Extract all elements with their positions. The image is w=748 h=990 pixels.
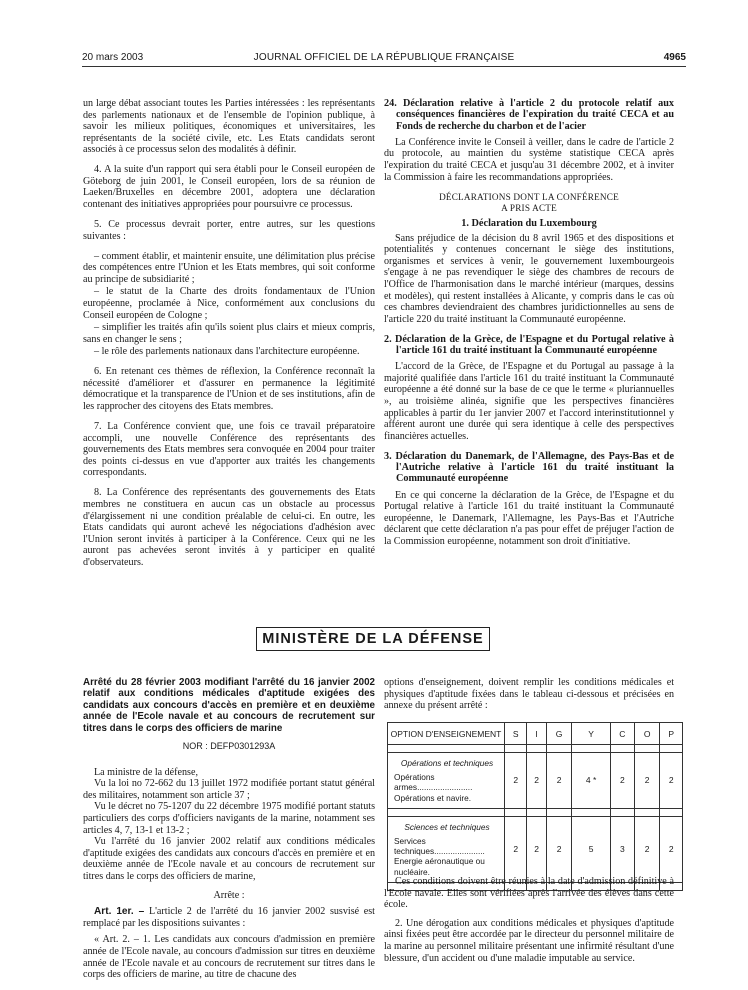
arrete-title: Arrêté du 28 février 2003 modifiant l'arrêté du 16 janvier 2002 relatif aux conditions médicales d'aptitude exigées des candidats aux concours d'accès en première et en deuxième année de l'Ecole navale et au concours de recrutement sur titres dans le corps des officiers de marine bbox=[83, 677, 375, 734]
paragraph: 8. La Conférence des représentants des gouvernements des Etats membres ne constituera en aucun cas un obstacle au processus d'élargissement ni une condition préalable de celui-ci. En outre, les Etats candidats qui auront achevé les négociations d'adhésion avec l'Union seront invités à participer à la Conférence. Ceux qui ne les auront pas achevées seront invités à y participer en qualité d'observateurs. bbox=[83, 487, 375, 568]
nor-reference: NOR : DEFP0301293A bbox=[182, 741, 276, 752]
paragraph: 2. Une dérogation aux conditions médicales et physiques d'aptitude ainsi fixées peut être accordée par le directeur du personnel militaire de la marine au personnel militaire présentant une infirmité résultant d'une blessure, d'un accident ou d'une maladie imputable au service. bbox=[384, 917, 674, 964]
article-label: Art. 1er. – bbox=[94, 906, 145, 918]
declaration-title: 2. Déclaration de la Grèce, de l'Espagne et du Portugal relative à l'article 161 du traité instituant la Communauté européenne bbox=[384, 333, 674, 357]
table-cell: 2 bbox=[634, 753, 660, 809]
column-header: Y bbox=[572, 723, 610, 745]
table-cell: 4 * bbox=[572, 753, 610, 809]
table-cell: 2 bbox=[546, 753, 572, 809]
left-column bbox=[83, 98, 375, 577]
option-group-title: Sciences et techniques bbox=[404, 821, 490, 832]
declaration-title: 3. Déclaration du Danemark, de l'Allemagne, des Pays-Bas et de l'Autriche relative à l'article 161 du traité instituant la Communauté européenne bbox=[384, 450, 674, 485]
table-row bbox=[388, 816, 683, 882]
paragraph: 5. Ce processus devrait porter, entre autres, sur les questions suivantes : bbox=[83, 219, 375, 242]
table-cell: 2 bbox=[505, 753, 527, 809]
paragraph: La Conférence invite le Conseil à veiller, dans le cadre de l'article 2 du protocole, au maintien du système statistique CECA après l'expiration du traité CECA et jusqu'au 31 décembre 2002, et à inviter la Commission à faire les recommandations appropriées. bbox=[384, 136, 674, 183]
list-item: – le statut de la Charte des droits fondamentaux de l'Union européenne, proclamée à Nice, conformément aux conclusions du Conseil européen de Cologne ; bbox=[83, 286, 375, 321]
right-column bbox=[384, 98, 674, 556]
arrete-right-column bbox=[384, 677, 674, 712]
table-cell: 2 bbox=[527, 816, 546, 882]
option-line: Services techniques...................... bbox=[394, 836, 485, 857]
list-item: – simplifier les traités afin qu'ils soient plus clairs et mieux compris, sans en changer le sens ; bbox=[83, 322, 375, 345]
table-row bbox=[388, 753, 683, 809]
column-header: G bbox=[546, 723, 572, 745]
option-cell bbox=[388, 753, 505, 809]
column-header: O bbox=[634, 723, 660, 745]
section-heading bbox=[384, 192, 674, 215]
option-line-text: Opérations armes bbox=[394, 772, 435, 793]
paragraph: options d'enseignement, doivent remplir les conditions médicales et physiques d'aptitude fixées dans le tableau ci-dessous et précisées en annexe du présent arrêté : bbox=[384, 677, 674, 712]
arrete-heading: Arrête : bbox=[213, 889, 245, 901]
list-item: – le rôle des parlements nationaux dans l'architecture européenne. bbox=[94, 346, 360, 358]
paragraph: Vu la loi no 72-662 du 13 juillet 1972 modifiée portant statut général des militaires, notamment son article 37 ; bbox=[83, 778, 375, 801]
paragraph: En ce qui concerne la déclaration de la Grèce, de l'Espagne et du Portugal relative à l'article 161 du traité instituant la Communauté européenne, le Danemark, l'Allemagne, les Pays-Bas et l'Autriche déclarent que cette déclaration n'a pas pour effet de préjuger l'action de la Commission européenne, notamment son droit d'initiative. bbox=[384, 489, 674, 547]
article-1 bbox=[83, 906, 375, 929]
paragraph: « Art. 2. – 1. Les candidats aux concours d'admission en première année de l'Ecole navale, au concours d'admission sur titres en deuxième année de l'Ecole navale et au concours de recrutement sur titres dans le corps des officiers de marine, au titre de chacune des bbox=[83, 934, 375, 981]
arrete-right-column-continued bbox=[384, 876, 674, 971]
list-item: – comment établir, et maintenir ensuite, une délimitation plus précise des compétences entre l'Union et les Etats membres, qui soit conforme au principe de subsidiarité ; bbox=[83, 250, 375, 285]
header-divider bbox=[82, 66, 686, 67]
table-cell: 5 bbox=[572, 816, 610, 882]
table-header-row bbox=[388, 723, 683, 745]
option-line: Opérations et navire. bbox=[394, 792, 472, 803]
option-cell bbox=[388, 816, 505, 882]
option-line-text: Services techniques bbox=[394, 836, 435, 857]
table-cell: 2 bbox=[610, 753, 634, 809]
paragraph: 7. La Conférence convient que, une fois ce travail préparatoire accompli, une nouvelle Conférence des représentants des gouvernements des Etats membres sera convoquée en 2004 pour traiter des points ci-dessus en vue d'apporter aux traités les changements correspondants. bbox=[83, 421, 375, 479]
paragraph: L'accord de la Grèce, de l'Espagne et du Portugal au passage à la majorité qualifiée dans l'article 161 du traité instituant la Communauté européenne a été donné sur la base de ce que le terme « pluriannuelles », au troisième alinéa, signifie que les perspectives financières applicables à partir du 1er janvier 2007 et l'accord interinstitutionnel y afférent auront une durée qui sera identique à celle des perspectives financières actuelles. bbox=[384, 361, 674, 442]
table-spacer bbox=[388, 745, 683, 753]
paragraph: 6. En retenant ces thèmes de réflexion, la Conférence reconnaît la nécessité d'améliorer et d'assurer en permanence la légitimité démocratique et la transparence de l'Union et de ses institutions, afin de les rapprocher des citoyens des Etats membres. bbox=[83, 366, 375, 412]
arrete-left-column bbox=[83, 677, 375, 981]
section-heading-line: A PRIS ACTE bbox=[501, 202, 557, 213]
paragraph: Vu le décret no 75-1207 du 22 décembre 1975 modifié portant statuts particuliers des corps d'officiers navigants de la marine, notamment ses articles 4, 7, 13-1 et 13-2 ; bbox=[83, 801, 375, 836]
table-cell: 2 bbox=[634, 816, 660, 882]
table-cell: 2 bbox=[660, 816, 683, 882]
table-cell: 2 bbox=[660, 753, 683, 809]
table-cell: 2 bbox=[505, 816, 527, 882]
option-line: Energie aéronautique ou nucléaire. bbox=[394, 856, 485, 877]
aptitude-table bbox=[387, 722, 683, 891]
paragraph: Sans préjudice de la décision du 8 avril 1965 et des dispositions et potentialités y contenues concernant le siège des institutions, organismes et services à venir, le gouvernement luxembourgeois s'engage à ne pas revendiquer le siège des chambres de recours de l'Office de l'harmonisation dans le marché intérieur (marques, dessins et modèles), qui restent installées à Alicante, y compris dans le cas où ces chambres deviendraient des chambres juridictionnelles au sens de l'article 220 du traité instituant la Communauté européenne. bbox=[384, 232, 674, 325]
column-header: OPTION D'ENSEIGNEMENT bbox=[388, 723, 505, 745]
option-group-title: Opérations et techniques bbox=[400, 758, 494, 768]
declaration-title: 24. Déclaration relative à l'article 2 du protocole relatif aux conséquences financières de l'expiration du traité CECA et au Fonds de recherche du charbon et de l'acier bbox=[384, 98, 674, 132]
table-spacer bbox=[388, 808, 683, 816]
declaration-title: 1. Déclaration du Luxembourg bbox=[461, 218, 597, 230]
table-cell: 2 bbox=[546, 816, 572, 882]
page-header bbox=[82, 52, 686, 66]
journal-title: JOURNAL OFFICIEL DE LA RÉPUBLIQUE FRANÇAISE bbox=[253, 52, 515, 63]
column-header: S bbox=[505, 723, 527, 745]
ministry-banner: MINISTÈRE DE LA DÉFENSE bbox=[256, 627, 490, 651]
article-text: L'article 2 de l'arrêté du 16 janvier 2002 susvisé est remplacé par les dispositions suivantes : bbox=[83, 906, 375, 929]
column-header: I bbox=[527, 723, 546, 745]
paragraph: un large débat associant toutes les Parties intéressées : les représentants des parlements nationaux et de l'ensemble de l'opinion publique, à savoir les milieux politiques, économiques et universitaires, les représentants de la société civile, etc. Les Etats candidats seront associés à ce processus selon des modalités à définir. bbox=[83, 98, 375, 156]
option-line: Opérations armes........................ bbox=[394, 772, 473, 793]
paragraph: Ces conditions doivent être réunies à la date d'admission définitive à l'Ecole navale. Elles sont vérifiées après l'arrivée des élèves dans cette école. bbox=[384, 876, 674, 911]
column-header: P bbox=[660, 723, 683, 745]
paragraph: Vu l'arrêté du 16 janvier 2002 relatif aux conditions médicales d'aptitude exigées des candidats aux concours d'accès en première et en deuxième année de l'Ecole navale et au concours de recrutement sur titres dans le corps des officiers de marine, bbox=[83, 836, 375, 882]
table-cell: 3 bbox=[610, 816, 634, 882]
table-cell: 2 bbox=[527, 753, 546, 809]
page-number: 4965 bbox=[663, 52, 686, 63]
header-date: 20 mars 2003 bbox=[82, 52, 144, 63]
column-header: C bbox=[610, 723, 634, 745]
paragraph: La ministre de la défense, bbox=[94, 766, 198, 778]
paragraph: 4. A la suite d'un rapport qui sera établi pour le Conseil européen de Göteborg de juin 2001, le Conseil européen, lors de sa réunion de Laeken/Bruxelles en décembre 2001, adoptera une déclaration contenant des initiatives appropriées pour poursuivre ce processus. bbox=[83, 164, 375, 210]
section-heading-line: DÉCLARATIONS DONT LA CONFÉRENCE bbox=[439, 191, 619, 202]
